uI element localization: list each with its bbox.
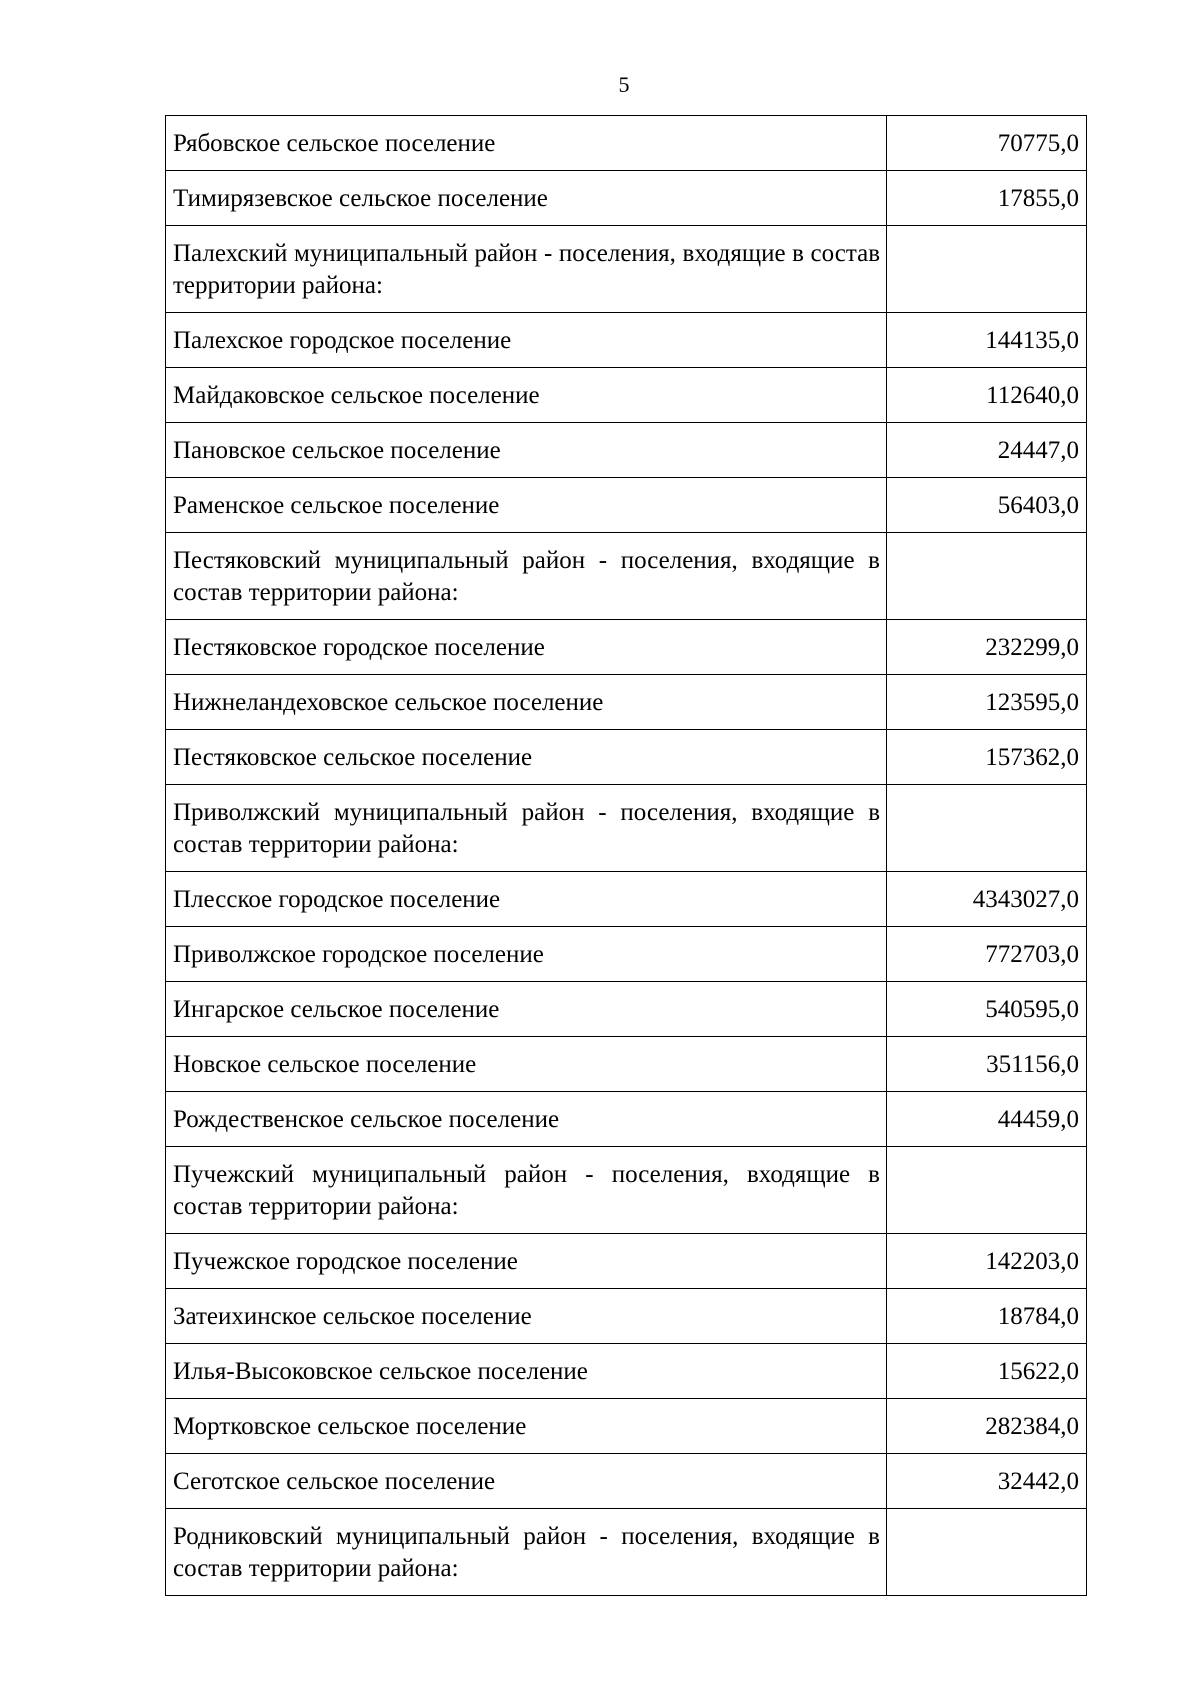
settlement-value: 282384,0: [887, 1399, 1087, 1454]
settlement-value: 56403,0: [887, 478, 1087, 533]
page-number: 5: [618, 72, 630, 97]
table-row: [166, 620, 1087, 675]
settlement-name: Майдаковское сельское поселение: [166, 368, 887, 423]
settlement-value: 232299,0: [887, 620, 1087, 675]
settlement-value: 4343027,0: [887, 872, 1087, 927]
district-header-row: [166, 1147, 1087, 1234]
table-row: [166, 1344, 1087, 1399]
settlement-value: 772703,0: [887, 927, 1087, 982]
settlement-value: 15622,0: [887, 1344, 1087, 1399]
table-row: [166, 1454, 1087, 1509]
settlement-value: 144135,0: [887, 313, 1087, 368]
settlement-value: 351156,0: [887, 1037, 1087, 1092]
settlement-name: Палехское городское поселение: [166, 313, 887, 368]
table-row: [166, 675, 1087, 730]
table-row: [166, 116, 1087, 171]
district-value: [887, 533, 1087, 620]
district-value: [887, 226, 1087, 313]
table-row: [166, 872, 1087, 927]
district-value: [887, 1147, 1087, 1234]
table-row: [166, 982, 1087, 1037]
settlement-value: 44459,0: [887, 1092, 1087, 1147]
table-row: [166, 1037, 1087, 1092]
table-row: [166, 171, 1087, 226]
settlement-name: Сеготское сельское поселение: [166, 1454, 887, 1509]
settlement-name: Приволжское городское поселение: [166, 927, 887, 982]
district-header-row: [166, 1509, 1087, 1596]
district-name: Пучежский муниципальный район - поселения, входящие в состав территории района:: [166, 1147, 887, 1234]
table-row: [166, 927, 1087, 982]
settlement-name: Пестяковское сельское поселение: [166, 730, 887, 785]
table-row: [166, 478, 1087, 533]
settlement-name: Пучежское городское поселение: [166, 1234, 887, 1289]
table-row: [166, 1092, 1087, 1147]
table-row: [166, 730, 1087, 785]
settlement-name: Илья-Высоковское сельское поселение: [166, 1344, 887, 1399]
settlement-name: Раменское сельское поселение: [166, 478, 887, 533]
settlement-name: Нижнеландеховское сельское поселение: [166, 675, 887, 730]
settlement-name: Плесское городское поселение: [166, 872, 887, 927]
table-row: [166, 1399, 1087, 1454]
settlement-name: Пестяковское городское поселение: [166, 620, 887, 675]
settlement-value: 18784,0: [887, 1289, 1087, 1344]
district-name: Приволжский муниципальный район - поселения, входящие в состав территории района:: [166, 785, 887, 872]
table-row: [166, 1234, 1087, 1289]
settlement-value: 112640,0: [887, 368, 1087, 423]
district-value: [887, 785, 1087, 872]
district-name: Палехский муниципальный район - поселения, входящие в состав территории района:: [166, 226, 887, 313]
settlement-value: 142203,0: [887, 1234, 1087, 1289]
settlement-name: Ингарское сельское поселение: [166, 982, 887, 1037]
table-row: [166, 368, 1087, 423]
settlement-value: 70775,0: [887, 116, 1087, 171]
settlement-value: 32442,0: [887, 1454, 1087, 1509]
settlement-name: Рябовское сельское поселение: [166, 116, 887, 171]
table-row: [166, 1289, 1087, 1344]
settlement-value: 157362,0: [887, 730, 1087, 785]
settlement-name: Затеихинское сельское поселение: [166, 1289, 887, 1344]
settlement-value: 17855,0: [887, 171, 1087, 226]
district-name: Пестяковский муниципальный район - поселения, входящие в состав территории района:: [166, 533, 887, 620]
settlement-name: Пановское сельское поселение: [166, 423, 887, 478]
district-header-row: [166, 785, 1087, 872]
table-row: [166, 423, 1087, 478]
settlement-name: Рождественское сельское поселение: [166, 1092, 887, 1147]
settlement-name: Мортковское сельское поселение: [166, 1399, 887, 1454]
table-body: [166, 116, 1087, 1596]
settlements-table: [165, 115, 1087, 1596]
settlement-value: 540595,0: [887, 982, 1087, 1037]
settlement-name: Тимирязевское сельское поселение: [166, 171, 887, 226]
settlement-value: 24447,0: [887, 423, 1087, 478]
settlement-value: 123595,0: [887, 675, 1087, 730]
district-header-row: [166, 533, 1087, 620]
settlement-name: Новское сельское поселение: [166, 1037, 887, 1092]
district-value: [887, 1509, 1087, 1596]
district-header-row: [166, 226, 1087, 313]
table-row: [166, 313, 1087, 368]
district-name: Родниковский муниципальный район - поселения, входящие в состав территории района:: [166, 1509, 887, 1596]
